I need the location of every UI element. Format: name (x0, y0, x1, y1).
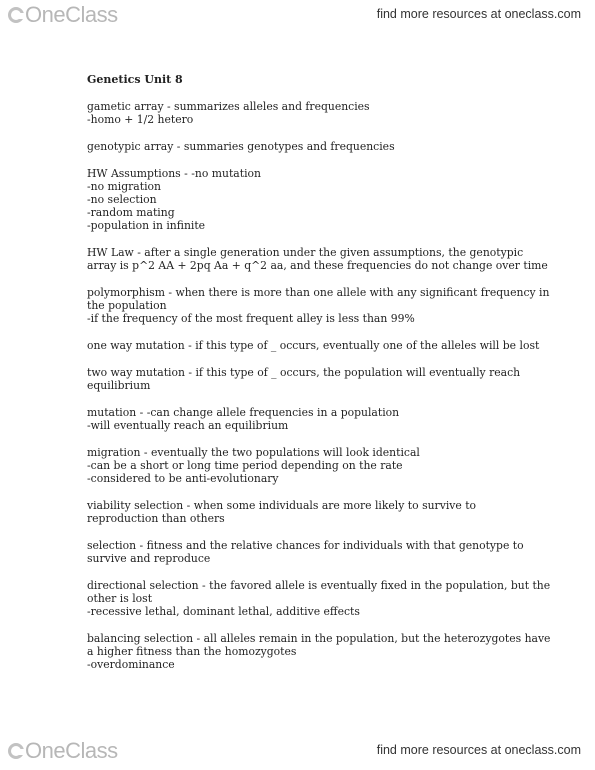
entry-line: two way mutation - if this type of _ occurs, the population will eventually reach (87, 366, 521, 379)
entries-list (87, 100, 551, 671)
entry-line: polymorphism - when there is more than one allele with any significant frequency in (87, 286, 550, 299)
entry-line: migration - eventually the two populations will look identical (87, 446, 420, 459)
term-entry (87, 539, 527, 565)
entry-line: selection - fitness and the relative chances for individuals with that genotype to (87, 539, 524, 552)
entry-line: -will eventually reach an equilibrium (87, 419, 289, 432)
oneclass-logo-icon (8, 7, 24, 23)
entry-line: array is p^2 AA + 2pq Aa + q^2 aa, and these frequencies do not change over time (87, 259, 548, 272)
footer-resources-link[interactable]: find more resources at oneclass.com (376, 743, 581, 757)
entry-line: equilibrium (87, 379, 151, 392)
document-title: Genetics Unit 8 (87, 73, 183, 86)
entry-line: balancing selection - all alleles remain in the population, but the heterozygotes have (87, 632, 551, 645)
oneclass-logo-icon (8, 743, 24, 759)
entry-line: gametic array - summarizes alleles and frequencies (87, 100, 370, 113)
entry-line: -random mating (87, 206, 175, 219)
term-entry (87, 286, 550, 325)
entry-line: -recessive lethal, dominant lethal, additive effects (87, 605, 360, 618)
entry-line: -homo + 1/2 hetero (87, 113, 194, 126)
entry-line: other is lost (87, 592, 153, 605)
term-entry (87, 339, 540, 352)
entry-line: -overdominance (87, 658, 175, 671)
entry-line: reproduction than others (87, 512, 225, 525)
entry-line: a higher fitness than the homozygotes (87, 645, 297, 658)
entry-line: -no selection (87, 193, 157, 206)
term-entry (87, 406, 527, 432)
term-entry (87, 246, 548, 272)
logo-text: OneClass (25, 738, 118, 763)
entry-line: -if the frequency of the most frequent alley is less than 99% (87, 312, 415, 325)
entry-line: one way mutation - if this type of _ occurs, eventually one of the alleles will be lost (87, 339, 540, 352)
term-entry (87, 446, 527, 485)
oneclass-logo[interactable] (8, 2, 118, 28)
entry-line: -no migration (87, 180, 161, 193)
document-body (87, 73, 551, 685)
entry-line: mutation - -can change allele frequencies in a population (87, 406, 400, 419)
term-entry (87, 499, 527, 525)
header-resources-link[interactable]: find more resources at oneclass.com (376, 7, 581, 21)
entry-line: the population (87, 299, 167, 312)
entry-line: HW Assumptions - -no mutation (87, 167, 261, 180)
oneclass-logo-footer[interactable] (8, 738, 118, 764)
term-entry (87, 167, 527, 232)
term-entry (87, 579, 551, 618)
term-entry (87, 632, 551, 671)
entry-line: genotypic array - summaries genotypes and frequencies (87, 140, 395, 153)
entry-line: -can be a short or long time period depending on the rate (87, 459, 403, 472)
entry-line: viability selection - when some individuals are more likely to survive to (87, 499, 477, 512)
entry-line: -population in infinite (87, 219, 206, 232)
term-entry (87, 140, 527, 153)
term-entry (87, 366, 527, 392)
term-entry (87, 100, 527, 126)
logo-text: OneClass (25, 2, 118, 27)
entry-line: -considered to be anti-evolutionary (87, 472, 279, 485)
entry-line: HW Law - after a single generation under the given assumptions, the genotypic (87, 246, 524, 259)
entry-line: directional selection - the favored allele is eventually fixed in the population, but the (87, 579, 551, 592)
entry-line: survive and reproduce (87, 552, 211, 565)
